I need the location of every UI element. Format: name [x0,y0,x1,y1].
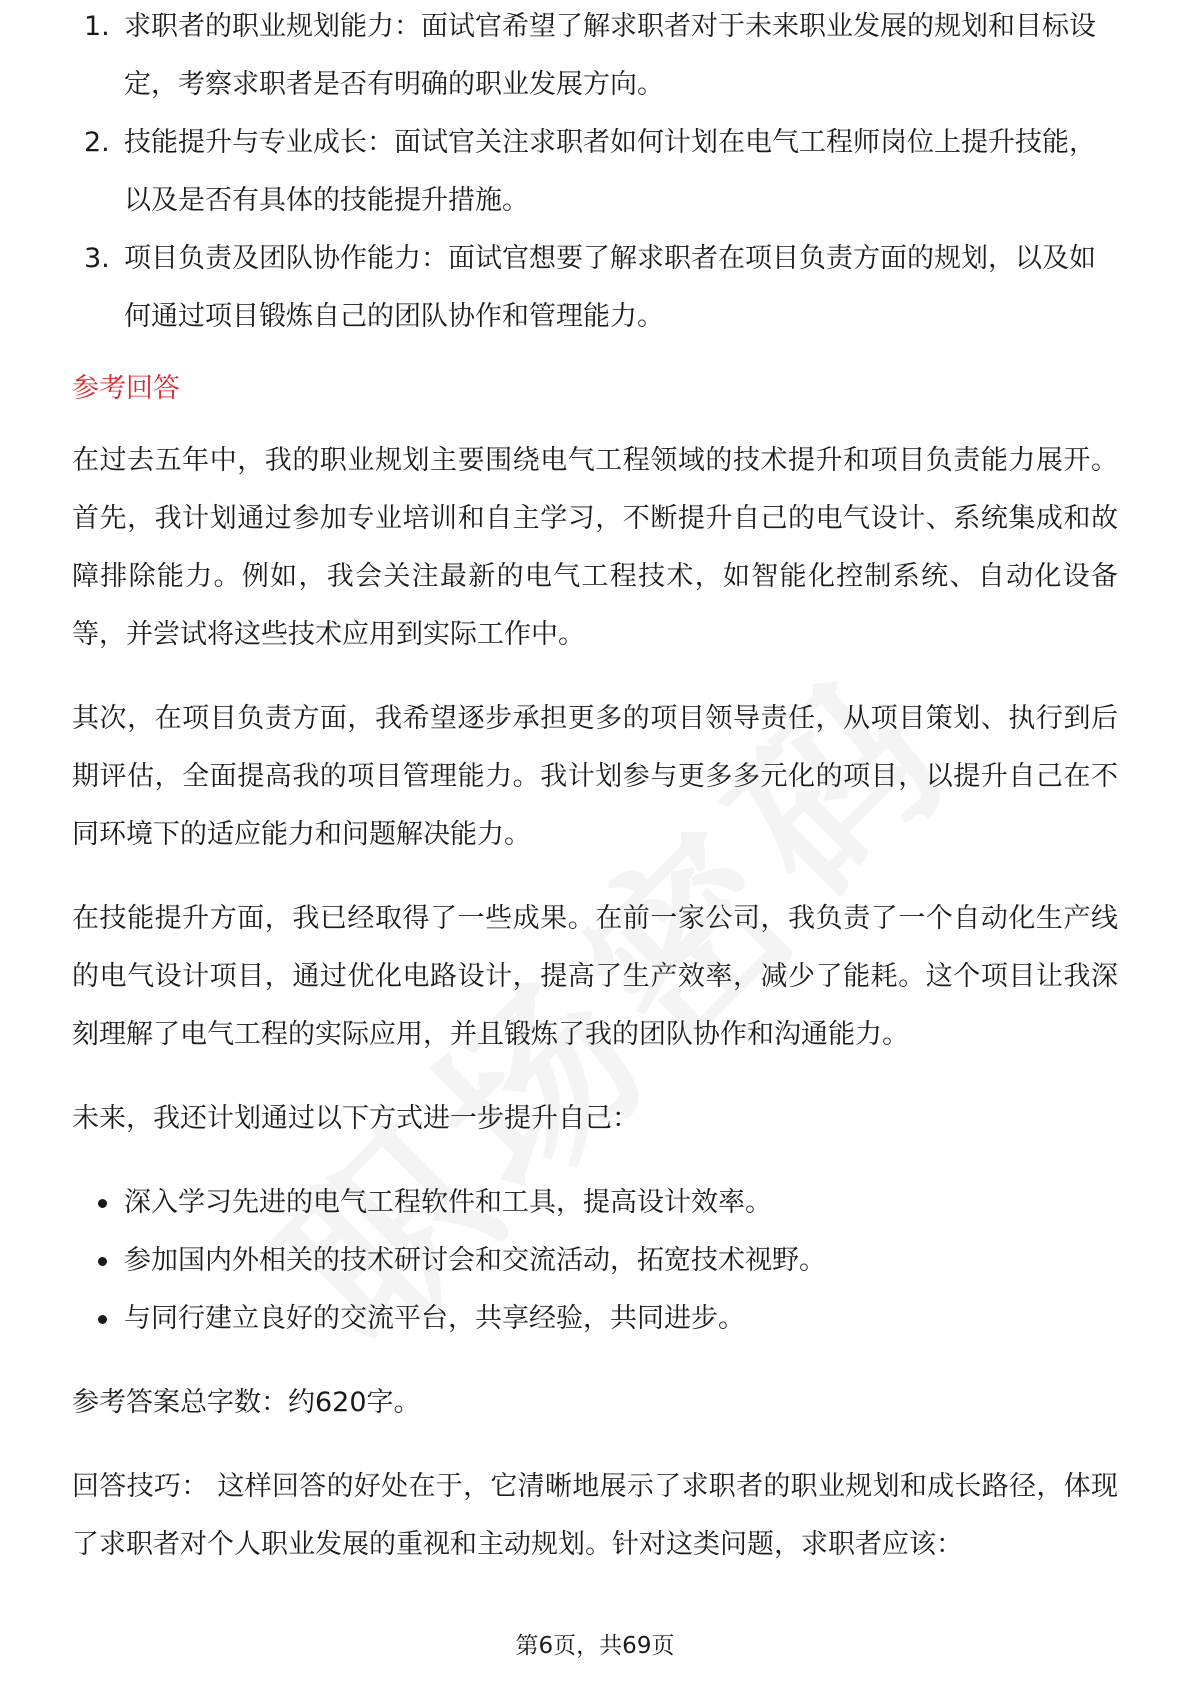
bullet-item [72,1232,1118,1290]
list-item-number: 2. [84,127,110,158]
list-item [72,0,1118,114]
list-item-text: 求职者的职业规划能力：面试官希望了解求职者对于未来职业发展的规划和目标设定，考察求职者是否有明确的职业发展方向。 [124,11,1096,100]
paragraph: 在技能提升方面，我已经取得了一些成果。在前一家公司，我负责了一个自动化生产线的电气设计项目，通过优化电路设计，提高了生产效率，减少了能耗。这个项目让我深刻理解了电气工程的实际应用，并且锻炼了我的团队协作和沟通能力。 [72,903,1118,1050]
bullet-text: 与同行建立良好的交流平台，共享经验，共同进步。 [124,1303,745,1334]
bullet-dot-icon [98,1199,107,1208]
page-footer: 第6页，共69页 [515,1633,675,1659]
bullet-text: 参加国内外相关的技术研讨会和交流活动，拓宽技术视野。 [124,1245,826,1276]
bullet-list [72,1174,1118,1348]
answer-heading: 参考回答 [72,373,180,404]
page-content [72,11,1118,1600]
bullet-text: 深入学习先进的电气工程软件和工具，提高设计效率。 [124,1187,772,1218]
list-item-text: 项目负责及团队协作能力：面试官想要了解求职者在项目负责方面的规划，以及如何通过项目锻炼自己的团队协作和管理能力。 [124,243,1096,332]
paragraph: 在过去五年中，我的职业规划主要围绕电气工程领域的技术提升和项目负责能力展开。首先，我计划通过参加专业培训和自主学习，不断提升自己的电气设计、系统集成和故障排除能力。例如，我会关注最新的电气工程技术，如智能化控制系统、自动化设备等，并尝试将这些技术应用到实际工作中。 [72,445,1118,650]
list-item [72,230,1118,346]
bullet-item [72,1290,1118,1348]
paragraph: 其次，在项目负责方面，我希望逐步承担更多的项目领导责任，从项目策划、执行到后期评估，全面提高我的项目管理能力。我计划参与更多多元化的项目，以提升自己在不同环境下的适应能力和问题解决能力。 [72,703,1118,850]
word-count: 参考答案总字数：约620字。 [72,1387,421,1418]
bullet-dot-icon [98,1315,107,1324]
paragraph: 未来，我还计划通过以下方式进一步提升自己： [72,1103,639,1134]
bullet-dot-icon [98,1257,107,1266]
answer-tips: 回答技巧： 这样回答的好处在于，它清晰地展示了求职者的职业规划和成长路径，体现了求职者对个人职业发展的重视和主动规划。针对这类问题，求职者应该： [72,1471,1118,1560]
list-item-text: 技能提升与专业成长：面试官关注求职者如何计划在电气工程师岗位上提升技能，以及是否有具体的技能提升措施。 [124,127,1096,216]
intro-list [72,0,1118,346]
list-item-number: 3. [84,243,110,274]
list-item-number: 1. [84,11,110,42]
list-item [72,114,1118,230]
bullet-item [72,1174,1118,1232]
